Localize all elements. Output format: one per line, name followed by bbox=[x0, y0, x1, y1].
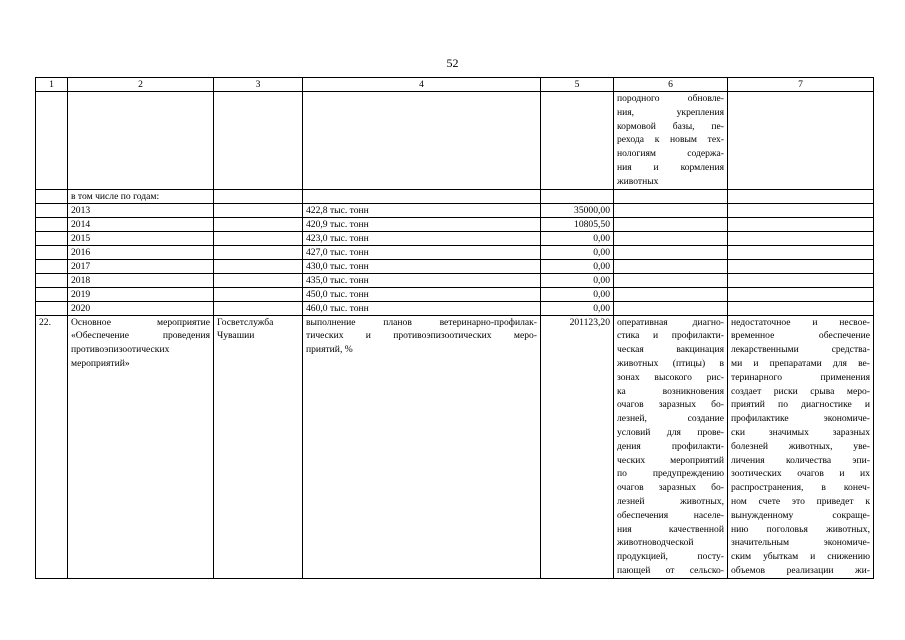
year: 2017 bbox=[68, 259, 214, 273]
funding-amount: 0,00 bbox=[541, 259, 614, 273]
cell bbox=[214, 92, 303, 190]
cell bbox=[36, 92, 68, 190]
cell bbox=[214, 259, 303, 273]
text-line: приятий по диагностике и bbox=[731, 399, 870, 411]
year: 2018 bbox=[68, 273, 214, 287]
page-number: 52 bbox=[446, 56, 459, 70]
header-cell: 7 bbox=[728, 78, 874, 92]
text-line: рехода к новым тех- bbox=[617, 134, 724, 146]
cell bbox=[214, 189, 303, 203]
cell bbox=[728, 217, 874, 231]
text-line: временное обеспечение bbox=[731, 330, 870, 342]
text-line: животных (птицы) в bbox=[617, 357, 724, 369]
text-line: ния, укрепления bbox=[617, 106, 724, 118]
table-row-22 bbox=[36, 315, 874, 578]
funding-amount: 0,00 bbox=[541, 287, 614, 301]
cell bbox=[303, 92, 541, 190]
header-cell: 5 bbox=[541, 78, 614, 92]
by-years-label: в том числе по годам: bbox=[68, 189, 214, 203]
text-line: мероприятий» bbox=[71, 357, 130, 369]
cell bbox=[728, 273, 874, 287]
funding-amount: 201123,20 bbox=[541, 315, 614, 578]
cell bbox=[728, 189, 874, 203]
text-line: ческая вакцинация bbox=[617, 344, 724, 356]
text-line: стика и профилакти- bbox=[617, 330, 724, 342]
cell bbox=[728, 287, 874, 301]
year-row bbox=[36, 203, 874, 217]
program-table bbox=[35, 77, 874, 579]
text-line: теринарного применения bbox=[731, 371, 870, 383]
year: 2015 bbox=[68, 231, 214, 245]
cell bbox=[68, 92, 214, 190]
cell bbox=[36, 217, 68, 231]
indicator-value: 422,8 тыс. тонн bbox=[303, 203, 541, 217]
cell bbox=[614, 301, 728, 315]
text-line: животных bbox=[617, 175, 659, 187]
cell bbox=[728, 245, 874, 259]
year-row bbox=[36, 217, 874, 231]
year: 2020 bbox=[68, 301, 214, 315]
indicator-value: 430,0 тыс. тонн bbox=[303, 259, 541, 273]
row-number: 22. bbox=[36, 315, 68, 578]
text-line: Чувашии bbox=[217, 330, 255, 342]
text-line: обеспечения населе- bbox=[617, 509, 724, 521]
text-line: ния качественной bbox=[617, 523, 724, 535]
header-cell: 4 bbox=[303, 78, 541, 92]
text-line: дения профилакти- bbox=[617, 440, 724, 452]
indicator-value: 420,9 тыс. тонн bbox=[303, 217, 541, 231]
funding-amount: 0,00 bbox=[541, 273, 614, 287]
text-line: распространения, в конеч- bbox=[731, 482, 870, 494]
cell bbox=[728, 92, 874, 190]
funding-amount: 0,00 bbox=[541, 231, 614, 245]
text-line: ном счете это приведет к bbox=[731, 495, 870, 507]
cell bbox=[614, 217, 728, 231]
text-line: зоотических очагов и их bbox=[731, 468, 870, 480]
cell bbox=[36, 189, 68, 203]
funding-amount: 10805,50 bbox=[541, 217, 614, 231]
cell bbox=[614, 287, 728, 301]
text-line: лекарственными средства- bbox=[731, 344, 870, 356]
cell bbox=[36, 273, 68, 287]
header-cell: 2 bbox=[68, 78, 214, 92]
cell bbox=[303, 189, 541, 203]
indicator-value: 427,0 тыс. тонн bbox=[303, 245, 541, 259]
year-row bbox=[36, 231, 874, 245]
text-line: нологиям содержа- bbox=[617, 148, 724, 160]
year: 2016 bbox=[68, 245, 214, 259]
text-line: выполнение планов ветеринарно-профилак- bbox=[306, 316, 537, 328]
risk-consequences bbox=[728, 315, 874, 578]
cell bbox=[614, 231, 728, 245]
text-line: Основное мероприятие bbox=[71, 316, 210, 328]
indicator-value: 460,0 тыс. тонн bbox=[303, 301, 541, 315]
text-line: по предупреждению bbox=[617, 468, 724, 480]
by-years-row bbox=[36, 189, 874, 203]
cell bbox=[214, 231, 303, 245]
cell bbox=[728, 203, 874, 217]
text-line: объемов реализации жи- bbox=[731, 564, 870, 576]
indicator bbox=[303, 315, 541, 578]
cell bbox=[36, 203, 68, 217]
cell bbox=[614, 273, 728, 287]
text-line: зонах высокого рис- bbox=[617, 371, 724, 383]
text-line: ским убыткам и снижению bbox=[731, 551, 870, 563]
text-line: ка возникновения bbox=[617, 385, 724, 397]
text-line: пающей от сельско- bbox=[617, 564, 724, 576]
expected-result bbox=[614, 315, 728, 578]
year-row bbox=[36, 245, 874, 259]
cell bbox=[36, 231, 68, 245]
text-line: приятий, % bbox=[306, 344, 353, 356]
text-line: Госветслужба bbox=[217, 316, 274, 328]
text-line: ния и кормления bbox=[617, 161, 724, 173]
text-line: нию поголовья животных, bbox=[731, 523, 870, 535]
text-line: личения количества эпи- bbox=[731, 454, 870, 466]
year-row bbox=[36, 301, 874, 315]
text-line: очагов заразных бо- bbox=[617, 482, 724, 494]
year-row bbox=[36, 259, 874, 273]
year: 2014 bbox=[68, 217, 214, 231]
cell bbox=[214, 273, 303, 287]
cell bbox=[541, 92, 614, 190]
text-line: профилактике экономиче- bbox=[731, 413, 870, 425]
text-line: животноводческой bbox=[617, 537, 694, 549]
header-cell: 3 bbox=[214, 78, 303, 92]
text-line: «Обеспечение проведения bbox=[71, 330, 210, 342]
activity-title bbox=[68, 315, 214, 578]
year: 2013 bbox=[68, 203, 214, 217]
cell bbox=[728, 259, 874, 273]
cell bbox=[214, 287, 303, 301]
cell bbox=[36, 287, 68, 301]
text-line: противоэпизоотических bbox=[71, 344, 170, 356]
cell bbox=[614, 189, 728, 203]
text-line: условий для прове- bbox=[617, 426, 724, 438]
year: 2019 bbox=[68, 287, 214, 301]
text-line: недостаточное и несвое- bbox=[731, 316, 870, 328]
cell bbox=[214, 217, 303, 231]
cell bbox=[728, 301, 874, 315]
cell bbox=[214, 245, 303, 259]
cell bbox=[614, 245, 728, 259]
text-line: ски значимых заразных bbox=[731, 426, 870, 438]
cell bbox=[214, 203, 303, 217]
text-line: породного обновле- bbox=[617, 93, 724, 104]
continuation-row bbox=[36, 92, 874, 190]
text-line: ческих мероприятий bbox=[617, 454, 724, 466]
cell bbox=[36, 259, 68, 273]
text-line: болезней животных, уве- bbox=[731, 440, 870, 452]
text-line: оперативная диагно- bbox=[617, 316, 724, 328]
text-line: очагов заразных бо- bbox=[617, 399, 724, 411]
cell bbox=[541, 189, 614, 203]
year-row bbox=[36, 287, 874, 301]
indicator-value: 423,0 тыс. тонн bbox=[303, 231, 541, 245]
effect-cell bbox=[614, 92, 728, 190]
text-line: кормовой базы, пе- bbox=[617, 120, 724, 132]
cell bbox=[728, 231, 874, 245]
funding-amount: 0,00 bbox=[541, 301, 614, 315]
header-cell: 1 bbox=[36, 78, 68, 92]
text-line: лезней животных, bbox=[617, 495, 724, 507]
cell bbox=[36, 301, 68, 315]
text-line: ми и препаратами для ве- bbox=[731, 357, 870, 369]
executor bbox=[214, 315, 303, 578]
text-line: создает риски срыва меро- bbox=[731, 385, 870, 397]
cell bbox=[214, 301, 303, 315]
cell bbox=[614, 259, 728, 273]
funding-amount: 35000,00 bbox=[541, 203, 614, 217]
header-row bbox=[36, 78, 874, 92]
text-line: вынужденному сокраще- bbox=[731, 509, 870, 521]
indicator-value: 435,0 тыс. тонн bbox=[303, 273, 541, 287]
text-line: значительным экономиче- bbox=[731, 537, 870, 549]
header-cell: 6 bbox=[614, 78, 728, 92]
text-line: продукцией, посту- bbox=[617, 551, 724, 563]
text-line: тических и противоэпизоотических меро- bbox=[306, 330, 537, 342]
cell bbox=[36, 245, 68, 259]
indicator-value: 450,0 тыс. тонн bbox=[303, 287, 541, 301]
year-row bbox=[36, 273, 874, 287]
funding-amount: 0,00 bbox=[541, 245, 614, 259]
text-line: лезней, создание bbox=[617, 413, 724, 425]
cell bbox=[614, 203, 728, 217]
